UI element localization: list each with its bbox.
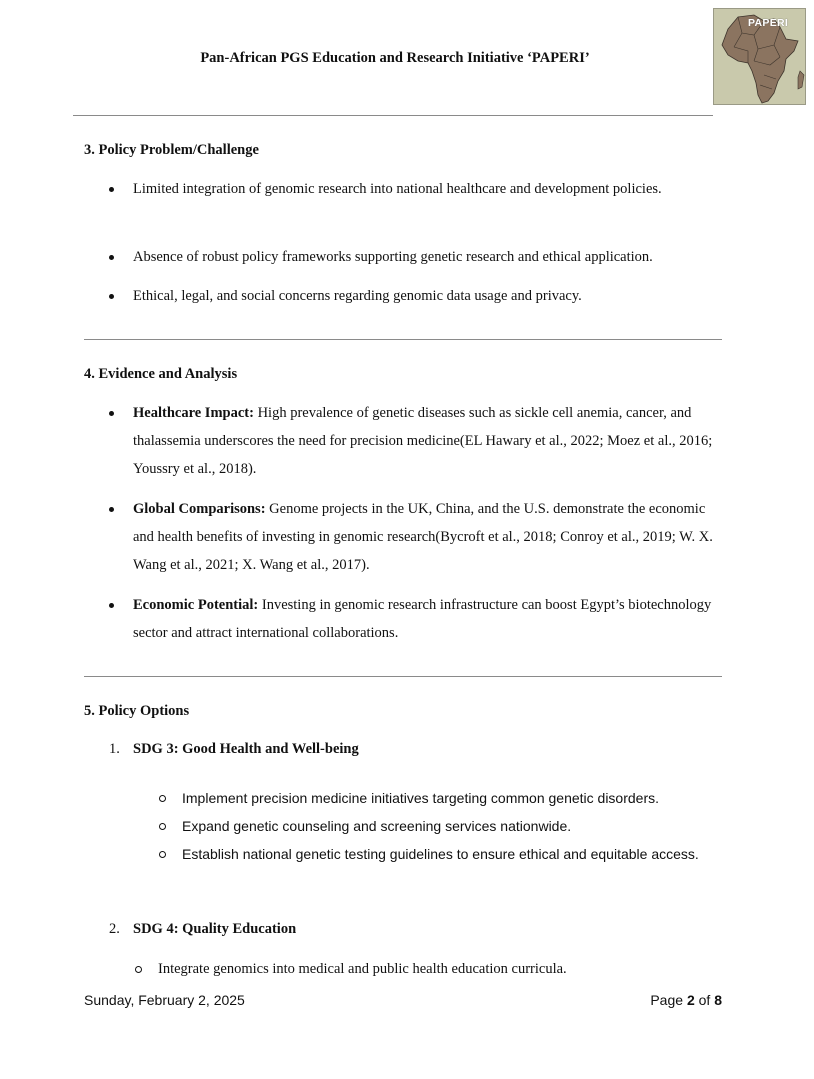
- section-3-heading: 3. Policy Problem/Challenge: [84, 142, 259, 158]
- list-item: [158, 955, 758, 983]
- section-divider: [84, 339, 722, 340]
- option-number: 1.: [109, 741, 120, 757]
- list-item-text: Implement precision medicine initiatives targeting common genetic disorders.: [182, 790, 659, 806]
- circle-bullet-icon: [135, 966, 142, 973]
- paperi-logo: [713, 8, 806, 105]
- list-item: [182, 784, 742, 812]
- list-item: [133, 591, 723, 647]
- header-divider: [73, 115, 713, 116]
- list-item-text: Establish national genetic testing guidelines to ensure ethical and equitable access.: [182, 846, 699, 862]
- list-item: [133, 243, 733, 271]
- option-number: 2.: [109, 921, 120, 937]
- page-total: 8: [714, 992, 722, 1008]
- list-item-text: Genome projects in the UK, China, and the U.S. demonstrate the economic and health benefits of investing in genomic research(Bycroft et al., 2018; Conroy et al., 2019; W. X. Wang et al., 2021; X. Wang et al., 2017).: [133, 501, 713, 573]
- bullet-icon: [109, 255, 114, 260]
- list-item: [133, 175, 733, 203]
- bullet-icon: [109, 507, 114, 512]
- option-title: SDG 4: Quality Education: [133, 921, 297, 937]
- footer-date: Sunday, February 2, 2025: [84, 992, 245, 1008]
- list-item-text: Ethical, legal, and social concerns regarding genomic data usage and privacy.: [133, 288, 582, 304]
- section-5-heading: 5. Policy Options: [84, 703, 190, 719]
- list-item: [182, 812, 742, 840]
- list-item: [133, 495, 723, 579]
- list-item-label: Global Comparisons:: [133, 501, 266, 517]
- list-item-label: Economic Potential:: [133, 597, 259, 613]
- page-of: of: [694, 992, 715, 1008]
- list-item-text: Expand genetic counseling and screening services nationwide.: [182, 818, 572, 834]
- list-item: [133, 282, 733, 310]
- list-item: [133, 399, 723, 483]
- bullet-icon: [109, 187, 114, 192]
- bullet-icon: [109, 294, 114, 299]
- list-item: [182, 840, 722, 868]
- option-title: SDG 3: Good Health and Well-being: [133, 741, 359, 757]
- page-prefix: Page: [650, 992, 687, 1008]
- page-current: 2: [686, 992, 695, 1008]
- circle-bullet-icon: [159, 823, 166, 830]
- list-item-text: Absence of robust policy frameworks supporting genetic research and ethical application.: [133, 249, 653, 265]
- list-item-text: Integrate genomics into medical and public health education curricula.: [158, 961, 567, 977]
- list-item-label: Healthcare Impact:: [133, 405, 254, 421]
- section-divider: [84, 676, 722, 677]
- circle-bullet-icon: [159, 795, 166, 802]
- page-number: [650, 992, 722, 1008]
- logo-text: PAPERI: [748, 17, 789, 29]
- circle-bullet-icon: [159, 851, 166, 858]
- bullet-icon: [109, 603, 114, 608]
- bullet-icon: [109, 411, 114, 416]
- list-item-text: Limited integration of genomic research into national healthcare and development policies.: [133, 181, 662, 197]
- list-item-text: Investing in genomic research infrastructure can boost Egypt’s biotechnology sector and attract international collaborations.: [133, 597, 712, 641]
- document-header-title: Pan-African PGS Education and Research Initiative ‘PAPERI’: [200, 50, 590, 66]
- section-4-heading: 4. Evidence and Analysis: [84, 366, 238, 382]
- list-item-text: High prevalence of genetic diseases such as sickle cell anemia, cancer, and thalassemia underscores the need for precision medicine(EL Hawary et al., 2022; Moez et al., 2016; Youssry et al., 2018).: [133, 405, 713, 477]
